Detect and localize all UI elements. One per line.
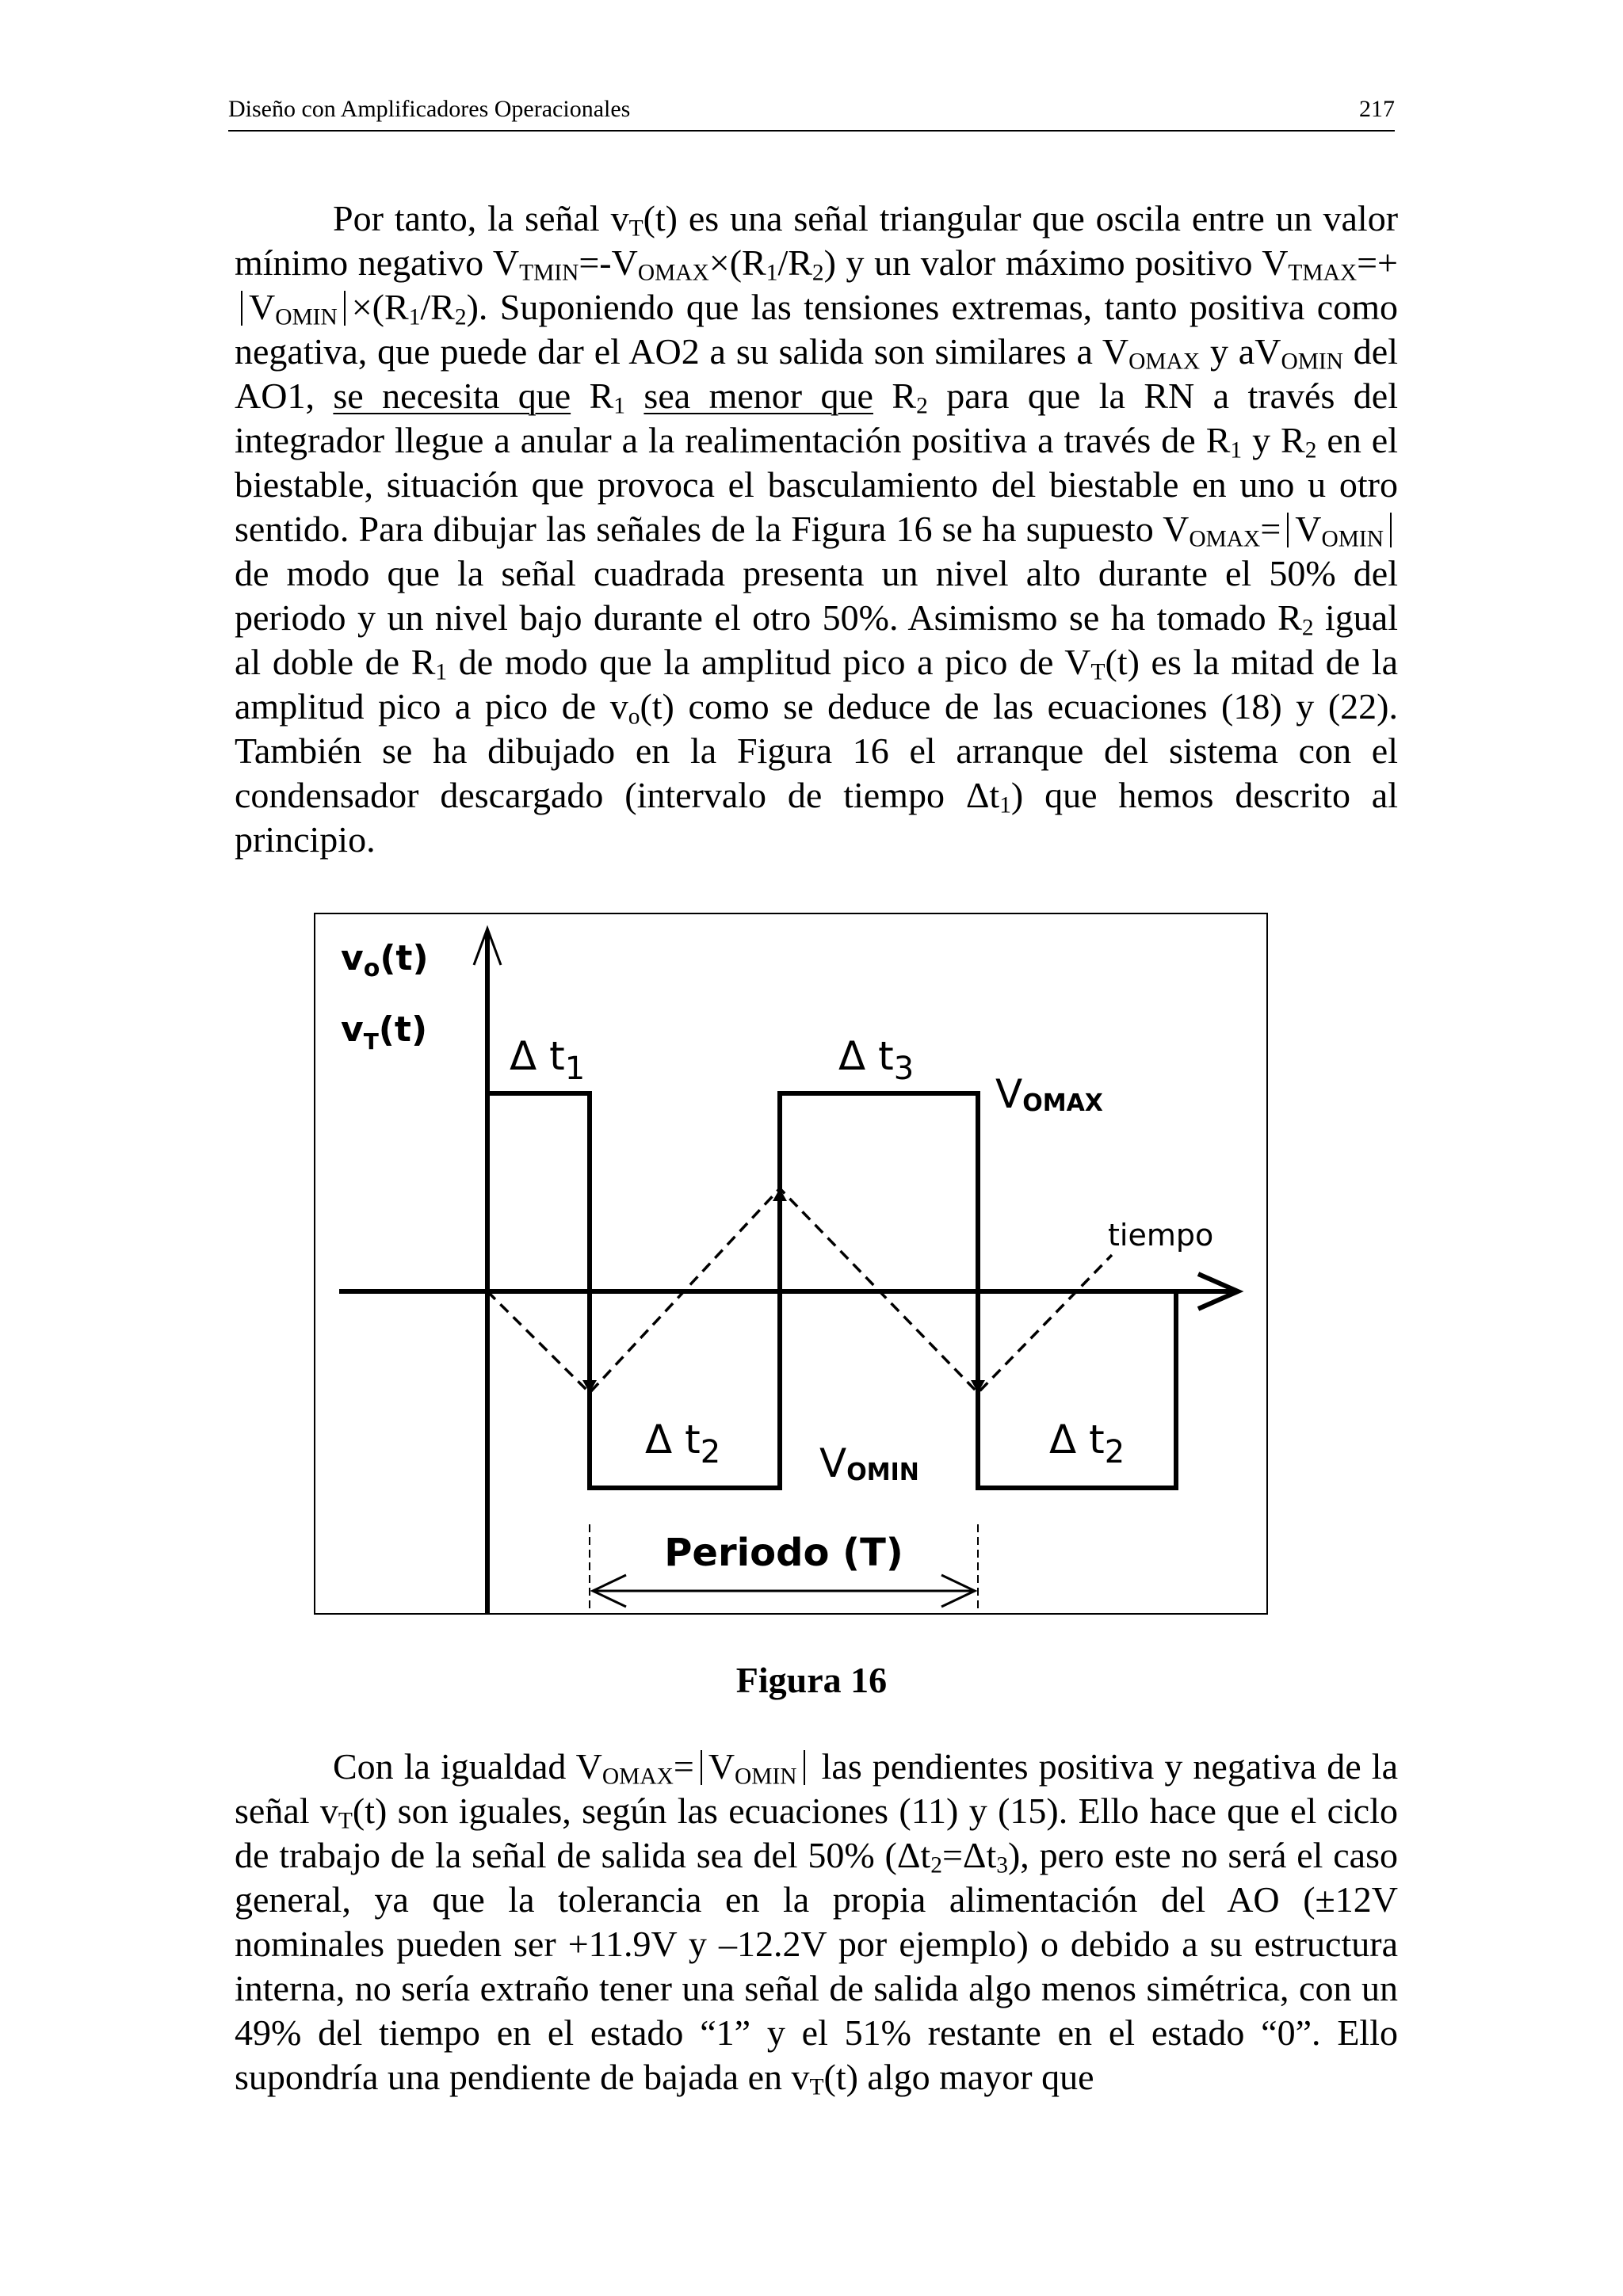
- waveform-diagram: [315, 914, 1270, 1616]
- abs-bar: [241, 291, 242, 326]
- y-label-vt: $v_T(t)$: [341, 1009, 428, 1055]
- paragraph-2: Con la igualdad $V_{OMAX}= V_{OMIN}$ las pendientes positiva y negativa de la señal $v_T(t)$ son iguales, según las ecuaciones (11) y (15). Ello hace que el ciclo de trabajo de la señal de salida sea del 50% $(\Delta t_2=\Delta t_3)$, pero este no será el caso general, ya que la tolerancia en la propia alimentación del AO (±12V nominales pueden ser +11.9V y –12.2V por ejemplo) o debido a su estructura interna, no sería extraño tener una señal de salida algo menos simétrica, con un 49% del tiempo en el estado “1” y el 51% restante en el estado “0”. Ello supondría una pendiente de bajada en $v_T(t)$ algo mayor que: [235, 1746, 1399, 2100]
- figure-caption: Figura 16: [735, 1660, 888, 1700]
- abs-bar: [344, 291, 346, 326]
- abs-bar: [701, 1750, 702, 1785]
- page-header: [228, 95, 1395, 132]
- label-delta-t1: Δ $t_1$: [510, 1033, 586, 1087]
- page-number: 217: [1359, 96, 1395, 122]
- label-delta-t2-second: Δ $t_2$: [1049, 1417, 1125, 1470]
- triangle-peak-marker: [773, 1188, 787, 1201]
- y-label-vo: vo(t): [341, 938, 429, 982]
- label-delta-t3: Δ $t_3$: [838, 1033, 915, 1087]
- running-title: Diseño con Amplificadores Operacionales: [228, 96, 631, 122]
- figure-16: [314, 913, 1268, 1615]
- label-vomax: VOMAX: [995, 1071, 1103, 1117]
- abs-bar: [1390, 513, 1392, 547]
- paragraph-1: Por tanto, la señal $v_T(t)$ es una señal triangular que oscila entre un valor mínimo negativo $V_{TMIN}=-V_{OMAX}\times(R_1/R_2)$ y un valor máximo positivo $V_{TMAX}=+V_{OMIN} \times(R_1/R_2)$. Suponiendo que las tensiones extremas, tanto positiva como negativa, que puede dar el AO2 a su salida son similares a $V_{OMAX}$ y $aV_{OMIN}$ del AO1, se necesita que $R_1$ sea menor que $R_2$ para que la RN a través del integrador llegue a anular a la realimentación positiva a través de $R_1$ y $R_2$ en el biestable, situación que provoca el basculamiento del biestable en uno u otro sentido. Para dibujar las señales de la Figura 16 se ha supuesto $V_{OMAX}= V_{OMIN}$ de modo que la señal cuadrada presenta un nivel alto durante el 50% del periodo y un nivel bajo durante el otro 50%. Asimismo se ha tomado $R_2$ igual al doble de $R_1$ de modo que la amplitud pico a pico de $V_T(t)$ es la mitad de la amplitud pico a pico de $v_o(t)$ como se deduce de las ecuaciones (18) y (22). También se ha dibujado en la Figura 16 el arranque del sistema con el condensador descargado (intervalo de tiempo $\Delta t_1$) que hemos descrito al principio.: [235, 198, 1399, 860]
- abs-bar: [804, 1750, 805, 1785]
- label-periodo: Periodo (T): [664, 1531, 903, 1575]
- label-vomin: VOMIN: [819, 1440, 919, 1486]
- abs-bar: [1287, 513, 1289, 547]
- label-tiempo: tiempo: [1108, 1218, 1214, 1253]
- label-delta-t2-first: Δ $t_2$: [645, 1417, 721, 1470]
